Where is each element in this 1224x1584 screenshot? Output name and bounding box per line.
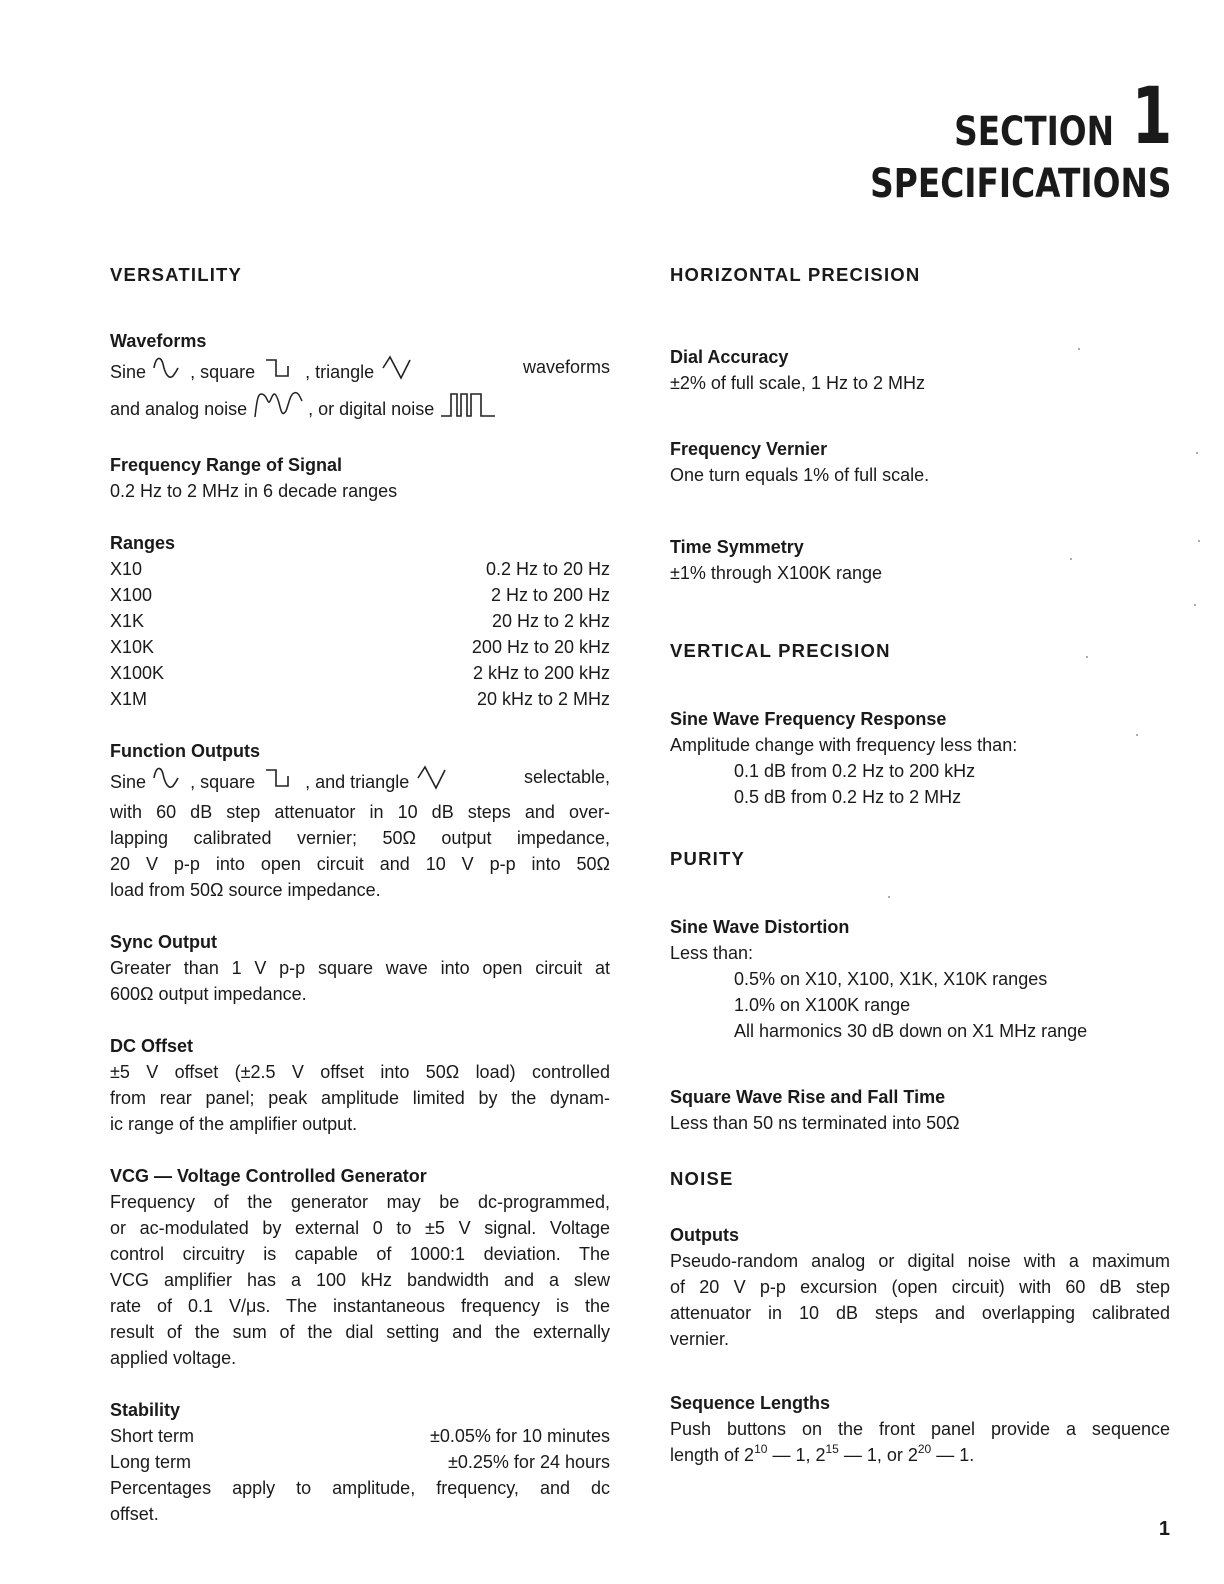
sine-response-item: 0.5 dB from 0.2 Hz to 2 MHz xyxy=(734,787,962,807)
digital-noise-icon xyxy=(439,389,501,426)
square-rise-title: Square Wave Rise and Fall Time xyxy=(670,1087,946,1107)
noise-outputs-line: attenuator in 10 dB steps and overlapping calibrated xyxy=(670,1303,1170,1323)
left-column xyxy=(110,262,610,1527)
range-value: 200 Hz to 20 kHz xyxy=(471,637,610,657)
scan-speck xyxy=(1078,348,1080,350)
stability-title: Stability xyxy=(110,1400,181,1420)
sequence-lengths-title: Sequence Lengths xyxy=(670,1393,831,1413)
seq-part: — 1, 2 xyxy=(767,1445,826,1465)
short-term-label: Short term xyxy=(110,1426,195,1446)
stability-short-row xyxy=(110,1423,610,1449)
frequency-vernier-title: Frequency Vernier xyxy=(670,439,828,459)
digital-noise-label: , or digital noise xyxy=(308,399,435,419)
range-name: X1M xyxy=(110,689,148,709)
page-number: 1 xyxy=(1158,1518,1170,1540)
triangle-wave-icon xyxy=(414,764,450,799)
seq-part: — 1, or 2 xyxy=(838,1445,918,1465)
time-symmetry-title: Time Symmetry xyxy=(670,537,804,557)
dc-line3: ic range of the amplifier output. xyxy=(110,1114,358,1134)
range-name: X100 xyxy=(110,585,153,605)
vcg-line: VCG amplifier has a 100 kHz bandwidth and a slew xyxy=(110,1270,610,1290)
fo-line5: load from 50Ω source impedance. xyxy=(110,880,381,900)
range-value: 2 Hz to 200 Hz xyxy=(490,585,610,605)
scan-speck xyxy=(1086,656,1088,658)
dc-line2: from rear panel; peak amplitude limited by the dynam- xyxy=(110,1088,610,1108)
scan-speck xyxy=(888,896,890,898)
scan-speck xyxy=(1070,558,1072,560)
sine-distortion-item: All harmonics 30 dB down on X1 MHz range xyxy=(734,1021,1088,1041)
freq-range-title: Frequency Range of Signal xyxy=(110,455,343,475)
dial-accuracy-text: ±2% of full scale, 1 Hz to 2 MHz xyxy=(670,373,925,393)
vertical-precision-heading: VERTICAL PRECISION xyxy=(670,640,891,661)
sine-distortion-item: 1.0% on X100K range xyxy=(734,995,911,1015)
analog-noise-icon xyxy=(252,389,308,426)
sine-response-text: Amplitude change with frequency less than: xyxy=(670,735,1018,755)
noise-outputs-title: Outputs xyxy=(670,1225,739,1245)
scan-speck xyxy=(1136,734,1138,736)
purity-heading: PURITY xyxy=(670,848,746,869)
waveforms-triangle-label: , triangle xyxy=(305,362,375,382)
percentages-line2: offset. xyxy=(110,1504,159,1524)
fo-triangle-label: , and triangle xyxy=(305,772,410,792)
sync-line2: 600Ω output impedance. xyxy=(110,984,307,1004)
range-value: 2 kHz to 200 kHz xyxy=(472,663,610,683)
square-rise-text: Less than 50 ns terminated into 50Ω xyxy=(670,1113,960,1133)
vcg-title: VCG — Voltage Controlled Generator xyxy=(110,1166,427,1186)
fo-selectable: selectable, xyxy=(523,767,610,787)
range-value: 20 Hz to 2 kHz xyxy=(491,611,610,631)
seq-part: — 1. xyxy=(931,1445,975,1465)
range-value: 20 kHz to 2 MHz xyxy=(476,689,610,709)
vcg-line: result of the sum of the dial setting and the externally xyxy=(110,1322,610,1342)
fo-square-label: , square xyxy=(190,772,256,792)
square-wave-icon xyxy=(260,764,300,799)
vcg-line-last: applied voltage. xyxy=(110,1348,237,1368)
function-outputs-line1 xyxy=(110,764,610,799)
range-row xyxy=(110,660,610,686)
right-column xyxy=(670,262,1170,1468)
seq-exponent: 20 xyxy=(917,1442,932,1456)
sine-response-title: Sine Wave Frequency Response xyxy=(670,709,947,729)
range-name: X100K xyxy=(110,663,165,683)
stability-long-row xyxy=(110,1449,610,1475)
scan-speck xyxy=(1198,540,1200,542)
sine-response-item: 0.1 dB from 0.2 Hz to 200 kHz xyxy=(734,761,976,781)
range-row xyxy=(110,634,610,660)
range-name: X1K xyxy=(110,611,145,631)
sequence-line1: Push buttons on the front panel provide a sequence xyxy=(670,1419,1170,1439)
fo-line3: lapping calibrated vernier; 50Ω output impedance, xyxy=(110,828,610,848)
sequence-line2 xyxy=(670,1442,1170,1468)
sine-distortion-text: Less than: xyxy=(670,943,754,963)
square-wave-icon xyxy=(260,354,300,389)
range-row xyxy=(110,686,610,712)
vcg-line: rate of 0.1 V/μs. The instantaneous frequency is the xyxy=(110,1296,610,1316)
triangle-wave-icon xyxy=(379,354,415,389)
waveforms-word: waveforms xyxy=(522,357,610,377)
noise-outputs-last: vernier. xyxy=(670,1329,730,1349)
freq-range-text: 0.2 Hz to 2 MHz in 6 decade ranges xyxy=(110,481,398,501)
range-value: 0.2 Hz to 20 Hz xyxy=(485,559,610,579)
range-row xyxy=(110,608,610,634)
waveforms-title: Waveforms xyxy=(110,331,207,351)
analog-noise-label: and analog noise xyxy=(110,399,248,419)
fo-sine-label: Sine xyxy=(110,772,147,792)
section-word: SECTION xyxy=(953,109,1114,156)
short-term-value: ±0.05% for 10 minutes xyxy=(430,1426,610,1446)
section-title xyxy=(804,72,1172,208)
page-title: SPECIFICATIONS xyxy=(870,161,1172,208)
vcg-line: control circuitry is capable of 1000:1 deviation. The xyxy=(110,1244,610,1264)
function-outputs-title: Function Outputs xyxy=(110,741,260,761)
scan-speck xyxy=(1194,604,1196,606)
range-row xyxy=(110,582,610,608)
ranges-list xyxy=(110,556,610,712)
range-row xyxy=(110,556,610,582)
percentages-line1: Percentages apply to amplitude, frequency, and dc xyxy=(110,1478,610,1498)
horizontal-precision-heading: HORIZONTAL PRECISION xyxy=(670,264,921,285)
frequency-vernier-text: One turn equals 1% of full scale. xyxy=(670,465,930,485)
noise-heading: NOISE xyxy=(670,1168,734,1189)
range-name: X10 xyxy=(110,559,143,579)
vcg-line: or ac-modulated by external 0 to ±5 V signal. Voltage xyxy=(110,1218,610,1238)
sync-output-title: Sync Output xyxy=(110,932,217,952)
waveforms-line1 xyxy=(110,354,610,389)
seq-exponent: 15 xyxy=(825,1442,839,1456)
long-term-value: ±0.25% for 24 hours xyxy=(448,1452,610,1472)
ranges-title: Ranges xyxy=(110,533,176,553)
range-name: X10K xyxy=(110,637,155,657)
waveforms-line2 xyxy=(110,389,610,426)
waveforms-square-label: , square xyxy=(190,362,256,382)
noise-outputs-line: of 20 V p-p excursion (open circuit) with 60 dB step xyxy=(670,1277,1170,1297)
versatility-heading: VERSATILITY xyxy=(110,264,243,285)
fo-line2: with 60 dB step attenuator in 10 dB steps and over- xyxy=(110,802,610,822)
waveforms-sine-label: Sine xyxy=(110,362,147,382)
sine-wave-icon xyxy=(151,354,185,389)
sine-distortion-item: 0.5% on X10, X100, X1K, X10K ranges xyxy=(734,969,1048,989)
dial-accuracy-title: Dial Accuracy xyxy=(670,347,789,367)
scan-speck xyxy=(1196,452,1198,454)
vcg-line: Frequency of the generator may be dc-programmed, xyxy=(110,1192,610,1212)
time-symmetry-text: ±1% through X100K range xyxy=(670,563,883,583)
noise-outputs-line: Pseudo-random analog or digital noise with a maximum xyxy=(670,1251,1170,1271)
seq-part: length of 2 xyxy=(670,1445,755,1465)
fo-line4: 20 V p-p into open circuit and 10 V p-p into 50Ω xyxy=(110,854,610,874)
sine-distortion-title: Sine Wave Distortion xyxy=(670,917,850,937)
dc-offset-title: DC Offset xyxy=(110,1036,194,1056)
seq-exponent: 10 xyxy=(754,1442,768,1456)
sync-line1: Greater than 1 V p-p square wave into open circuit at xyxy=(110,958,610,978)
sine-wave-icon xyxy=(151,764,185,799)
long-term-label: Long term xyxy=(110,1452,192,1472)
dc-line1: ±5 V offset (±2.5 V offset into 50Ω load) controlled xyxy=(110,1062,610,1082)
section-number: 1 xyxy=(1131,72,1172,162)
